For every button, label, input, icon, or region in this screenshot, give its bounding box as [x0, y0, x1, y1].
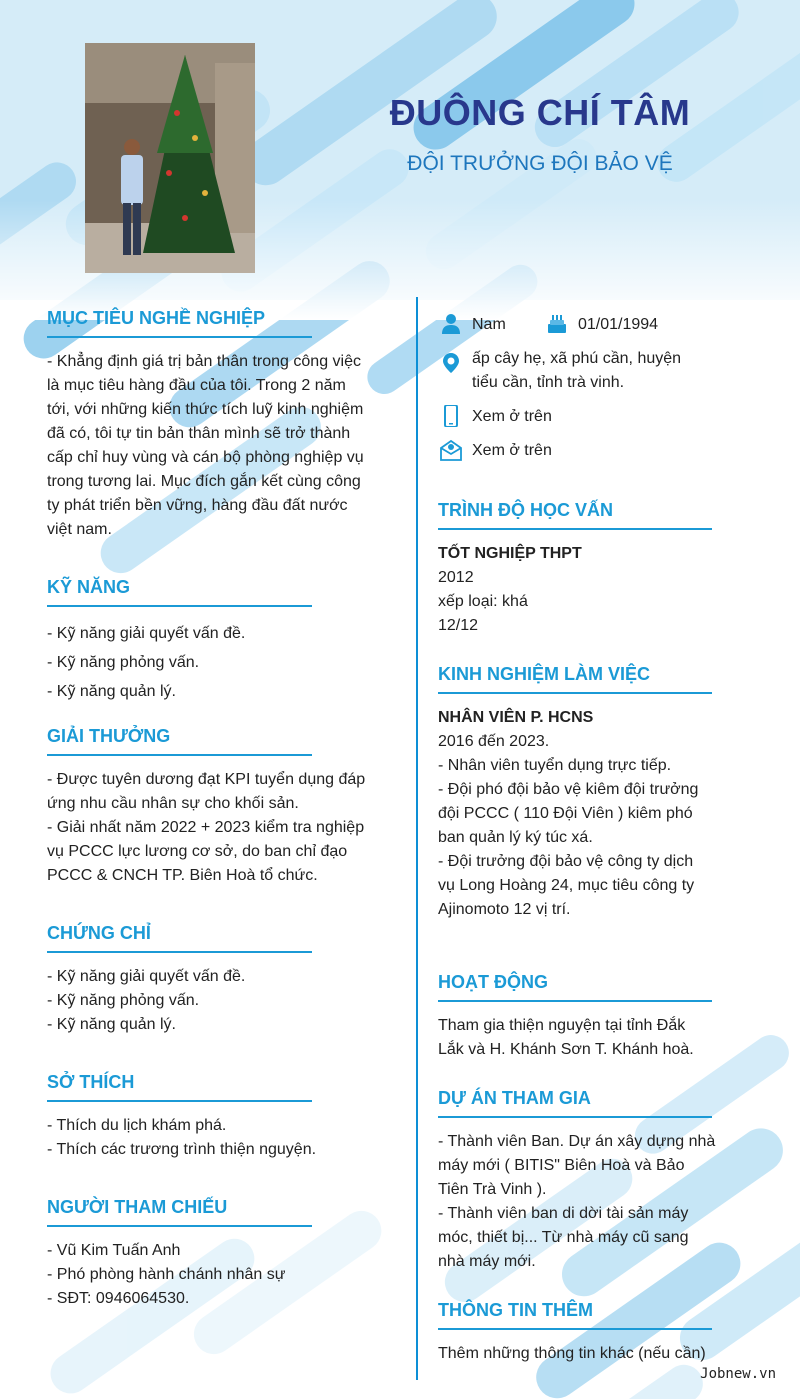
activities-heading: HOẠT ĐỘNG: [438, 972, 712, 1002]
extra-info-text: Thêm những thông tin khác (nếu cần): [438, 1345, 706, 1362]
award-line: PCCC & CNCH TP. Biên Hoà tổ chức.: [47, 867, 318, 884]
experience-line: vụ Long Hoàng 24, mục tiêu công ty: [438, 877, 695, 894]
objective-section: [47, 308, 387, 542]
reference-item: - Vũ Kim Tuấn Anh: [47, 1242, 181, 1259]
education-line: xếp loại: khá: [438, 593, 528, 610]
project-line: móc, thiết bị... Từ nhà máy cũ sang: [438, 1229, 689, 1246]
projects-section: [438, 1088, 728, 1274]
objective-line: ty phát triển bền vững, hàng đầu đất nước: [47, 497, 348, 514]
objective-line: đã có, tôi tự tin bản thân mình sẽ trở thành: [47, 425, 351, 442]
watermark-text: Jobnew.vn: [700, 1366, 776, 1382]
cake-icon: [546, 313, 568, 335]
experience-line: - Đội phó đội bảo vệ kiêm đội trưởng: [438, 781, 699, 798]
project-line: - Thành viên Ban. Dự án xây dựng nhà: [438, 1133, 716, 1150]
phone-value: Xem ở trên: [472, 408, 552, 425]
hobby-item: - Thích du lịch khám phá.: [47, 1117, 227, 1134]
experience-heading: KINH NGHIỆM LÀM VIỆC: [438, 664, 712, 694]
column-divider: [416, 297, 418, 1380]
skill-item: - Kỹ năng phỏng vấn.: [47, 654, 200, 671]
experience-line: Ajinomoto 12 vị trí.: [438, 901, 571, 918]
activity-line: Lắk và H. Khánh Sơn T. Khánh hoà.: [438, 1041, 694, 1058]
project-line: nhà máy mới.: [438, 1253, 536, 1270]
address-line: tiểu cần, tỉnh trà vinh.: [472, 374, 625, 391]
awards-section: [47, 726, 387, 888]
email-icon: [440, 439, 462, 461]
objective-heading: MỤC TIÊU NGHỀ NGHIỆP: [47, 308, 312, 338]
objective-line: là mục tiêu hàng đầu của tôi. Trong 2 năm: [47, 377, 346, 394]
certificate-item: - Kỹ năng quản lý.: [47, 1016, 176, 1033]
experience-line: đội PCCC ( 110 Đội Viên ) kiêm phó: [438, 805, 693, 822]
address-line: ấp cây hẹ, xã phú cần, huyện: [472, 350, 682, 367]
hobbies-heading: SỞ THÍCH: [47, 1072, 312, 1102]
phone-icon: [440, 405, 462, 427]
experience-section: [438, 664, 728, 922]
education-school: TỐT NGHIỆP THPT: [438, 545, 582, 562]
gender-value: Nam: [472, 316, 506, 333]
reference-item: - SĐT: 0946064530.: [47, 1290, 190, 1307]
objective-line: trong tương lai. Mục đích gắn kết cùng công: [47, 473, 361, 490]
experience-line: 2016 đến 2023.: [438, 733, 550, 750]
experience-line: ban quản lý ký túc xá.: [438, 829, 593, 846]
project-line: máy mới ( BITIS" Biên Hoà và Bảo: [438, 1157, 685, 1174]
awards-heading: GIẢI THƯỞNG: [47, 726, 312, 756]
hobby-item: - Thích các trương trình thiện nguyện.: [47, 1141, 317, 1158]
experience-line: - Đội trưởng đội bảo vệ công ty dịch: [438, 853, 694, 870]
objective-line: - Khẳng định giá trị bản thân trong công việc: [47, 353, 361, 370]
certificates-section: [47, 923, 387, 1037]
skill-item: - Kỹ năng quản lý.: [47, 683, 176, 700]
experience-position: NHÂN VIÊN P. HCNS: [438, 709, 594, 726]
hobbies-section: [47, 1072, 387, 1162]
objective-line: cấp chỉ huy vùng và cán bộ phòng nghiệp vụ: [47, 449, 364, 466]
profile-photo: [85, 43, 255, 273]
experience-line: - Nhân viên tuyển dụng trực tiếp.: [438, 757, 672, 774]
email-value: Xem ở trên: [472, 442, 552, 459]
award-line: ứng nhu cầu nhân sự cho khối sản.: [47, 795, 299, 812]
person-icon: [440, 313, 462, 335]
activities-section: [438, 972, 728, 1062]
birthday-value: 01/01/1994: [578, 316, 659, 333]
extra-info-section: [438, 1300, 728, 1366]
skills-heading: KỸ NĂNG: [47, 577, 312, 607]
skills-section: [47, 577, 387, 706]
reference-item: - Phó phòng hành chánh nhân sự: [47, 1266, 286, 1283]
award-line: - Giải nhất năm 2022 + 2023 kiểm tra nghiệp: [47, 819, 365, 836]
extra-info-heading: THÔNG TIN THÊM: [438, 1300, 712, 1330]
candidate-name: ĐUÔNG CHÍ TÂM: [389, 92, 691, 133]
award-line: - Được tuyên dương đạt KPI tuyển dụng đáp: [47, 771, 366, 788]
certificate-item: - Kỹ năng phỏng vấn.: [47, 992, 200, 1009]
education-heading: TRÌNH ĐỘ HỌC VẤN: [438, 500, 712, 530]
certificates-heading: CHỨNG CHỈ: [47, 923, 312, 953]
references-heading: NGƯỜI THAM CHIẾU: [47, 1197, 312, 1227]
project-line: Tiên Trà Vinh ).: [438, 1181, 547, 1198]
education-line: 2012: [438, 569, 474, 586]
education-section: [438, 500, 728, 638]
award-line: vụ PCCC lực lương cơ sở, do ban chỉ đạo: [47, 843, 348, 860]
objective-line: tới, với những kiến thức tích luỹ kinh nghiệm: [47, 401, 364, 418]
candidate-job-title: ĐỘI TRƯỞNG ĐỘI BẢO VỆ: [407, 152, 673, 175]
certificate-item: - Kỹ năng giải quyết vấn đề.: [47, 968, 246, 985]
objective-line: việt nam.: [47, 521, 112, 538]
location-pin-icon: [440, 352, 462, 374]
references-section: [47, 1197, 387, 1311]
skill-item: - Kỹ năng giải quyết vấn đề.: [47, 625, 246, 642]
education-line: 12/12: [438, 617, 479, 634]
project-line: - Thành viên ban di dời tài sản máy: [438, 1205, 689, 1222]
activity-line: Tham gia thiện nguyện tại tỉnh Đắk: [438, 1017, 686, 1034]
projects-heading: DỰ ÁN THAM GIA: [438, 1088, 712, 1118]
